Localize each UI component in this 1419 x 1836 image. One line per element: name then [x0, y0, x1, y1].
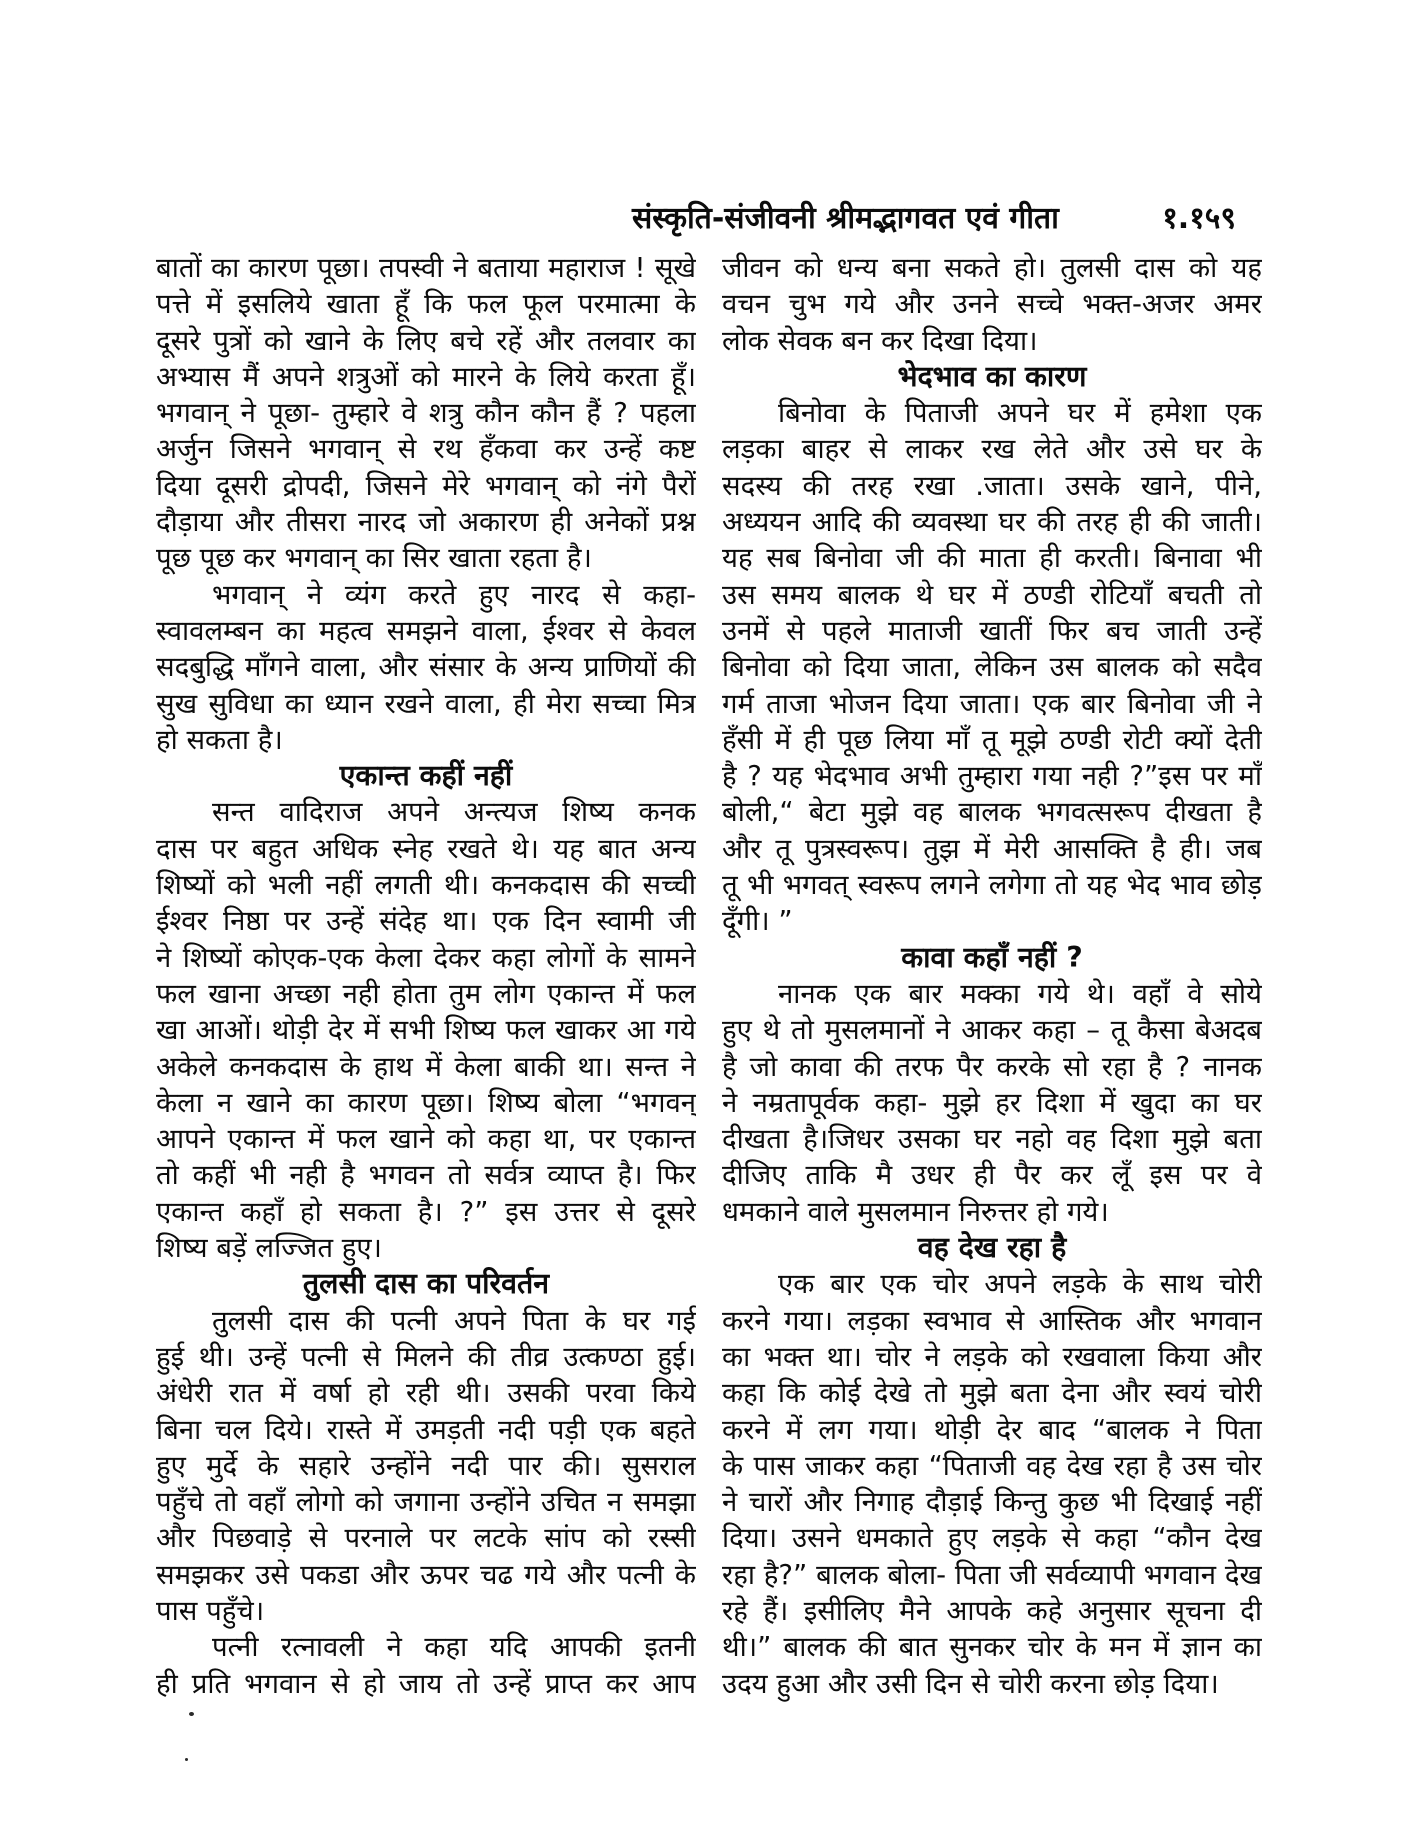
text-line: एकान्त कहाँ हो सकता है। ?” इस उत्तर से दूसरे [156, 1195, 696, 1228]
text-line: और तू पुत्रस्वरूप। तुझ में मेरी आसक्ति है ही। जब [722, 832, 1262, 865]
text-line: उनमें से पहले माताजी खातीं फिर बच जाती उन्हें [722, 614, 1262, 647]
text-line: और पिछवाड़े से परनाले पर लटके सांप को रस्सी [156, 1522, 696, 1555]
text-line: अध्ययन आदि की व्यवस्था घर की तरह ही की जाती। [722, 506, 1262, 539]
text-line: फल खाना अच्छा नही होता तुम लोग एकान्त में फल [156, 977, 696, 1010]
section-heading: कावा कहाँ नहीं ? [901, 940, 1083, 974]
book-title: संस्कृति-संजीवनी श्रीमद्भागवत एवं गीता [632, 201, 1059, 236]
text-line: सदस्य की तरह रखा .जाता। उसके खाने, पीने, [722, 469, 1262, 502]
text-line: पूछ पूछ कर भगवान् का सिर खाता रहता है। [156, 542, 592, 575]
paragraph [156, 794, 696, 1266]
text-line: ही प्रति भगवान से हो जाय तो उन्हें प्राप्त कर आप [156, 1667, 696, 1700]
text-line: हुए मुर्दे के सहारे उन्होंने नदी पार की। सुसराल [156, 1449, 696, 1482]
text-line: दौड़ाया और तीसरा नारद जो अकारण ही अनेकों प्रश्न [156, 506, 696, 539]
text-line: खा आओं। थोड़ी देर में सभी शिष्य फल खाकर आ गये [156, 1014, 696, 1047]
text-line: उदय हुआ और उसी दिन से चोरी करना छोड़ दिया। [722, 1667, 1219, 1700]
text-line: जीवन को धन्य बना सकते हो। तुलसी दास को यह [722, 252, 1262, 284]
text-line: हुई थी। उन्हें पत्नी से मिलने की तीव्र उत्कण्ठा हुई। [156, 1340, 696, 1373]
text-line: दूसरे पुत्रों को खाने के लिए बचे रहें और तलवार का [156, 324, 696, 357]
text-line: तो कहीं भी नही है भगवन तो सर्वत्र व्याप्त है। फिर [156, 1159, 696, 1192]
text-line: बिना चल दिये। रास्ते में उमड़ती नदी पड़ी एक बहते [156, 1413, 696, 1446]
text-line: दीजिए ताकि मै उधर ही पैर कर लूँ इस पर वे [722, 1159, 1262, 1192]
text-line: ने शिष्यों कोएक-एक केला देकर कहा लोगों के सामने [156, 941, 696, 974]
scan-speck [185, 1758, 188, 1761]
paragraph [722, 1266, 1262, 1702]
paragraph [156, 577, 696, 758]
paragraph [722, 250, 1262, 359]
text-line: वचन चुभ गये और उनने सच्चे भक्त-अजर अमर [722, 288, 1262, 321]
text-line: समझकर उसे पकडा और ऊपर चढ गये और पत्नी के [156, 1558, 696, 1591]
text-line: पत्ते में इसलिये खाता हूँ कि फल फूल परमात्मा के [156, 288, 696, 321]
text-line: भगवान् ने पूछा- तुम्हारे वे शत्रु कौन कौन हैं ? पहला [156, 397, 696, 430]
text-line: लड़का बाहर से लाकर रख लेते और उसे घर के [722, 433, 1262, 466]
section-heading: भेदभाव का कारण [897, 359, 1087, 393]
text-line: उस समय बालक थे घर में ठण्डी रोटियाँ बचती तो [722, 578, 1262, 611]
section-heading: तुलसी दास का परिवर्तन [302, 1267, 550, 1301]
text-line: पत्नी रत्नावली ने कहा यदि आपकी इतनी [212, 1631, 696, 1664]
text-line: बोली,“ बेटा मुझे वह बालक भगवत्सरूप दीखता है [722, 796, 1262, 829]
paragraph [156, 1629, 696, 1702]
section-heading: वह देख रहा है [917, 1231, 1067, 1265]
text-line: पहुँचे तो वहाँ लोगो को जगाना उन्होंने उचित न समझा [156, 1486, 696, 1519]
text-line: सन्त वादिराज अपने अन्त्यज शिष्य कनक [212, 796, 696, 829]
text-line: दिया। उसने धमकाते हुए लड़के से कहा “कौन देख [722, 1522, 1262, 1555]
text-line: पास पहुँचे। [156, 1594, 265, 1627]
text-line: धमकाने वाले मुसलमान निरुत्तर हो गये। [722, 1195, 1109, 1228]
paragraph [722, 976, 1262, 1230]
text-line: लोक सेवक बन कर दिखा दिया। [722, 324, 1038, 357]
text-line: बिनोवा के पिताजी अपने घर में हमेशा एक [778, 397, 1262, 430]
text-line: सुख सुविधा का ध्यान रखने वाला, ही मेरा सच्चा मित्र [156, 687, 696, 720]
text-line: करने में लग गया। थोड़ी देर बाद “बालक ने पिता [722, 1413, 1262, 1446]
text-line: के पास जाकर कहा “पिताजी वह देख रहा है उस चोर [722, 1449, 1262, 1482]
text-line: अकेले कनकदास के हाथ में केला बाकी था। सन्त ने [156, 1050, 696, 1083]
text-line: स्वावलम्बन का महत्व समझने वाला, ईश्वर से केवल [156, 614, 696, 647]
text-columns [156, 250, 1262, 1702]
paragraph [156, 250, 696, 577]
text-line: भगवान् ने व्यंग करते हुए नारद से कहा- [212, 578, 696, 611]
running-header [632, 196, 1236, 237]
text-line: थी।” बालक की बात सुनकर चोर के मन में ज्ञान का [722, 1631, 1262, 1664]
text-line: नानक एक बार मक्का गये थे। वहाँ वे सोये [778, 977, 1262, 1010]
text-line: दीखता है।जिधर उसका घर नहो वह दिशा मुझे बता [722, 1123, 1262, 1156]
text-line: दास पर बहुत अधिक स्नेह रखते थे। यह बात अन्य [156, 832, 696, 865]
text-line: हो सकता है। [156, 723, 283, 756]
text-line: दूँगी। ” [722, 905, 793, 938]
text-line: केला न खाने का कारण पूछा। शिष्य बोला “भगवन् [156, 1086, 696, 1119]
text-line: ने चारों और निगाह दौड़ाई किन्तु कुछ भी दिखाई नहीं [722, 1486, 1262, 1519]
text-line: तुलसी दास की पत्नी अपने पिता के घर गई [212, 1304, 696, 1337]
text-line: रहे हैं। इसीलिए मैने आपके कहे अनुसार सूचना दी [722, 1594, 1262, 1627]
text-line: है जो कावा की तरफ पैर करके सो रहा है ? नानक [722, 1050, 1262, 1083]
left-column [156, 250, 696, 1702]
text-line: रहा है?” बालक बोला- पिता जी सर्वव्यापी भगवान देख [722, 1558, 1262, 1591]
text-line: ईश्वर निष्ठा पर उन्हें संदेह था। एक दिन स्वामी जी [156, 905, 696, 938]
text-line: गर्म ताजा भोजन दिया जाता। एक बार बिनोवा जी ने [722, 687, 1262, 720]
right-column [722, 250, 1262, 1702]
text-line: शिष्य बड़ें लज्जित हुए। [156, 1232, 382, 1265]
text-line: ने नम्रतापूर्वक कहा- मुझे हर दिशा में खुदा का घर [722, 1086, 1262, 1119]
text-line: शिष्यों को भली नहीं लगती थी। कनकदास की सच्ची [156, 869, 696, 902]
text-line: करने गया। लड़का स्वभाव से आस्तिक और भगवान [722, 1304, 1262, 1337]
text-line: दिया दूसरी द्रोपदी, जिसने मेरे भगवान् को नंगे पैरों [156, 469, 696, 502]
text-line: बातों का कारण पूछा। तपस्वी ने बताया महाराज ! सूखे [156, 252, 696, 284]
text-line: सदबुद्धि माँगने वाला, और संसार के अन्य प्राणियों की [156, 651, 696, 684]
text-line: कहा कि कोई देखे तो मुझे बता देना और स्वयं चोरी [722, 1377, 1262, 1410]
text-line: है ? यह भेदभाव अभी तुम्हारा गया नही ?”इस पर माँ [722, 760, 1262, 793]
text-line: हँसी में ही पूछ लिया माँ तू मूझे ठण्डी रोटी क्यों देती [722, 723, 1262, 756]
scan-speck [189, 1712, 194, 1716]
text-line: तू भी भगवत् स्वरूप लगने लगेगा तो यह भेद भाव छोड़ [722, 869, 1262, 902]
text-line: का भक्त था। चोर ने लड़के को रखवाला किया और [722, 1340, 1262, 1373]
text-line: एक बार एक चोर अपने लड़के के साथ चोरी [778, 1268, 1262, 1301]
text-line: आपने एकान्त में फल खाने को कहा था, पर एकान्त [156, 1123, 696, 1156]
text-line: अभ्यास मैं अपने शत्रुओं को मारने के लिये करता हूँ। [156, 360, 696, 393]
section-heading: एकान्त कहीं नहीं [339, 759, 513, 793]
text-line: अर्जुन जिसने भगवान् से रथ हँकवा कर उन्हें कष्ट [156, 433, 696, 466]
text-line: बिनोवा को दिया जाता, लेकिन उस बालक को सदैव [722, 651, 1262, 684]
page-number: १.१५९ [1162, 201, 1236, 236]
paragraph [722, 395, 1262, 939]
text-line: हुए थे तो मुसलमानों ने आकर कहा – तू कैसा बेअदब [722, 1014, 1262, 1047]
paragraph [156, 1303, 696, 1630]
text-line: अंधेरी रात में वर्षा हो रही थी। उसकी परवा किये [156, 1377, 696, 1410]
text-line: यह सब बिनोवा जी की माता ही करती। बिनावा भी [722, 542, 1262, 575]
